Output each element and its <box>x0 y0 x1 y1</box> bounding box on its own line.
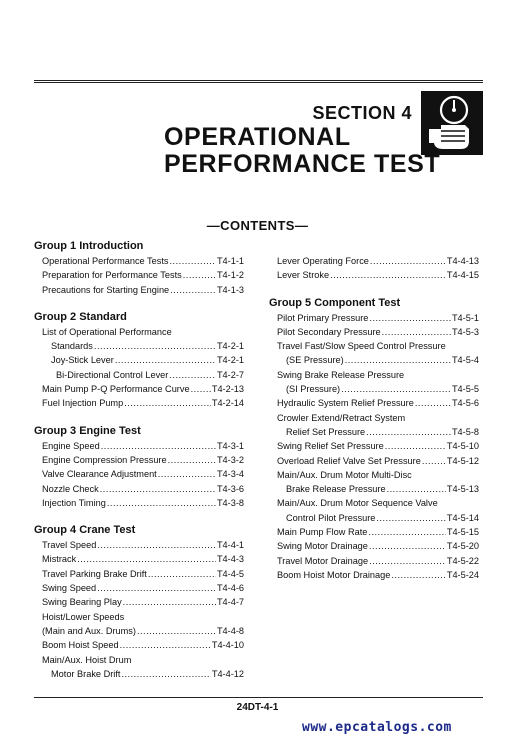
toc-entry[interactable]: Precautions for Starting Engine ..... T4-1-3 <box>34 283 244 297</box>
toc-subheading: Crowler Extend/Retract System <box>277 412 406 423</box>
toc-entry[interactable]: Boom Hoist Speed ..... T4-4-10 <box>34 638 244 652</box>
top-rule <box>34 80 483 83</box>
leader-dots <box>330 268 446 282</box>
toc-entry[interactable]: Main Pump Flow Rate ..... T4-5-15 <box>269 525 479 539</box>
toc-entry[interactable]: Swing Motor Drainage ..... T4-5-20 <box>269 539 479 553</box>
leader-dots <box>94 339 216 353</box>
leader-dots <box>183 268 216 282</box>
leader-dots <box>387 482 446 496</box>
leader-dots <box>369 311 451 325</box>
leader-dots <box>123 595 216 609</box>
group-4-title: Group 4 Crane Test <box>34 524 136 537</box>
leader-dots <box>115 353 216 367</box>
toc-entry[interactable]: Preparation for Performance Tests ..... T4-1-2 <box>34 268 244 282</box>
leader-dots <box>170 283 216 297</box>
contents-right-column <box>269 254 479 582</box>
toc-entry[interactable]: Injection Timing ..... T4-3-8 <box>34 496 244 510</box>
leader-dots <box>120 638 211 652</box>
leader-dots <box>415 396 451 410</box>
toc-entry[interactable]: (SE Pressure) ..... T4-5-4 <box>269 353 479 367</box>
toc-entry[interactable]: Mistrack ..... T4-4-3 <box>34 552 244 566</box>
leader-dots <box>385 439 446 453</box>
toc-entry[interactable]: Valve Clearance Adjustment ..... T4-3-4 <box>34 467 244 481</box>
leader-dots <box>137 624 216 638</box>
toc-entry[interactable]: Engine Compression Pressure ..... T4-3-2 <box>34 453 244 467</box>
title-line-2: PERFORMANCE TEST <box>164 150 441 178</box>
leader-dots <box>168 453 216 467</box>
group-1-title: Group 1 Introduction <box>34 240 144 252</box>
leader-dots <box>191 382 211 396</box>
toc-entry[interactable]: Relief Set Pressure ..... T4-5-8 <box>269 425 479 439</box>
toc-entry[interactable]: Travel Parking Brake Drift ..... T4-4-5 <box>34 567 244 581</box>
toc-entry[interactable]: Control Pilot Pressure ..... T4-5-14 <box>269 511 479 525</box>
leader-dots <box>107 496 216 510</box>
title-line-1: OPERATIONAL <box>164 123 351 151</box>
toc-entry[interactable]: Travel Motor Drainage ..... T4-5-22 <box>269 554 479 568</box>
toc-entry[interactable]: Fuel Injection Pump ..... T4-2-14 <box>34 396 244 410</box>
toc-subheading: Main/Aux. Drum Motor Multi-Disc <box>277 469 412 480</box>
toc-entry[interactable]: Bi-Directional Control Lever ..... T4-2-7 <box>34 368 244 382</box>
watermark-url[interactable]: www.epcatalogs.com <box>302 720 452 735</box>
toc-subheading: List of Operational Performance <box>42 326 172 337</box>
toc-entry[interactable]: Travel Speed ..... T4-4-1 <box>34 538 244 552</box>
toc-entry[interactable]: Lever Operating Force ..... T4-4-13 <box>269 254 479 268</box>
leader-dots <box>100 482 216 496</box>
leader-dots <box>368 525 445 539</box>
leader-dots <box>366 425 451 439</box>
toc-entry[interactable]: Nozzle Check ..... T4-3-6 <box>34 482 244 496</box>
toc-subheading: Travel Fast/Slow Speed Control Pressure <box>277 341 446 352</box>
section-label: SECTION 4 <box>312 103 412 123</box>
group-5-title: Group 5 Component Test <box>269 296 401 309</box>
toc-entry[interactable]: Swing Speed ..... T4-4-6 <box>34 581 244 595</box>
toc-entry[interactable]: Swing Bearing Play ..... T4-4-7 <box>34 595 244 609</box>
toc-entry[interactable]: (SI Pressure) ..... T4-5-5 <box>269 382 479 396</box>
contents-left-column <box>34 238 244 681</box>
leader-dots <box>369 554 446 568</box>
leader-dots <box>369 539 446 553</box>
toc-subheading: Main/Aux. Hoist Drum <box>42 654 132 665</box>
leader-dots <box>382 325 451 339</box>
toc-entry[interactable]: Joy-Stick Lever ..... T4-2-1 <box>34 353 244 367</box>
group-3-title: Group 3 Engine Test <box>34 424 141 437</box>
page-number: 24DT-4-1 <box>236 702 279 713</box>
page-title <box>164 124 440 178</box>
leader-dots <box>121 667 210 681</box>
leader-dots <box>148 567 216 581</box>
leader-dots <box>97 538 216 552</box>
leader-dots <box>97 581 216 595</box>
toc-entry[interactable]: (Main and Aux. Drums) ..... T4-4-8 <box>34 624 244 638</box>
toc-entry[interactable]: Main Pump P-Q Performance Curve ..... T4-2-13 <box>34 382 244 396</box>
leader-dots <box>422 454 446 468</box>
leader-dots <box>370 254 446 268</box>
leader-dots <box>391 568 445 582</box>
leader-dots <box>169 368 216 382</box>
bottom-rule <box>34 697 483 698</box>
toc-entry[interactable]: Pilot Primary Pressure ..... T4-5-1 <box>269 311 479 325</box>
contents-heading: —CONTENTS— <box>206 218 309 233</box>
leader-dots <box>101 439 216 453</box>
toc-entry[interactable]: Lever Stroke ..... T4-4-15 <box>269 268 479 282</box>
toc-entry[interactable]: Boom Hoist Motor Drainage ..... T4-5-24 <box>269 568 479 582</box>
leader-dots <box>376 511 445 525</box>
group-2-title: Group 2 Standard <box>34 310 127 323</box>
toc-entry[interactable]: Operational Performance Tests ..... T4-1-1 <box>34 254 244 268</box>
leader-dots <box>77 552 216 566</box>
toc-entry[interactable]: Standards ..... T4-2-1 <box>34 339 244 353</box>
leader-dots <box>158 467 216 481</box>
toc-entry[interactable]: Hydraulic System Relief Pressure ..... T4-5-6 <box>269 396 479 410</box>
leader-dots <box>124 396 211 410</box>
leader-dots <box>345 353 451 367</box>
leader-dots <box>341 382 451 396</box>
toc-entry[interactable]: Engine Speed ..... T4-3-1 <box>34 439 244 453</box>
leader-dots <box>169 254 215 268</box>
toc-entry[interactable]: Pilot Secondary Pressure ..... T4-5-3 <box>269 325 479 339</box>
toc-entry[interactable]: Brake Release Pressure ..... T4-5-13 <box>269 482 479 496</box>
toc-subheading: Main/Aux. Drum Motor Sequence Valve <box>277 498 438 509</box>
toc-entry[interactable]: Overload Relief Valve Set Pressure ..... T4-5-12 <box>269 454 479 468</box>
toc-entry[interactable]: Motor Brake Drift ..... T4-4-12 <box>34 667 244 681</box>
toc-entry[interactable]: Swing Relief Set Pressure ..... T4-5-10 <box>269 439 479 453</box>
toc-subheading: Swing Brake Release Pressure <box>277 369 405 380</box>
toc-subheading: Hoist/Lower Speeds <box>42 611 125 622</box>
